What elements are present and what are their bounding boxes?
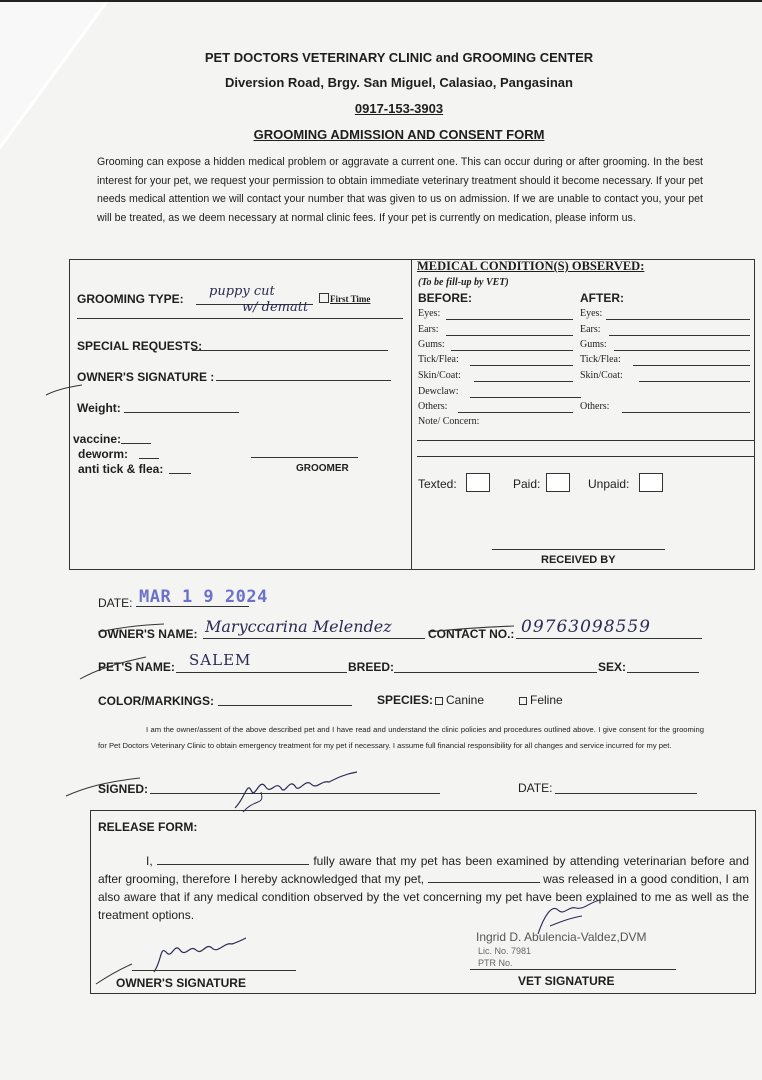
- vet-name: Ingrid D. Abulencia-Valdez,DVM: [476, 930, 647, 944]
- after-row-label: Skin/Coat:: [580, 370, 623, 381]
- weight-line: [124, 412, 239, 413]
- medical-title: MEDICAL CONDITION(S) OBSERVED:: [417, 259, 645, 273]
- signed-label: SIGNED:: [98, 782, 149, 796]
- before-row-label: Dewclaw:: [418, 386, 459, 397]
- form-title: GROOMING ADMISSION AND CONSENT FORM: [253, 127, 545, 142]
- after-row-line: [609, 335, 750, 336]
- release-text-3: was released in a good condition, I am also aware that if any medical condition observed by the vet concerning my pet have been explained to me as well as the treatment options.: [98, 872, 749, 922]
- color-markings-label: COLOR/MARKINGS:: [98, 694, 214, 708]
- before-row-label: Gums:: [418, 339, 445, 350]
- received-by-line: [492, 549, 665, 550]
- medical-subtitle: (To be fill-up by VET): [418, 277, 509, 288]
- vet-ptr: PTR No.: [478, 958, 513, 968]
- before-row-label: Tick/Flea:: [418, 354, 459, 365]
- release-pet-blank[interactable]: [428, 871, 540, 883]
- owner-signature-label: OWNER'S SIGNATURE :: [77, 370, 215, 384]
- signed-date-line: [555, 793, 697, 794]
- feline-label: Feline: [530, 693, 563, 707]
- after-row-label: Gums:: [580, 339, 607, 350]
- before-row-line: [470, 397, 581, 398]
- intro-paragraph: Grooming can expose a hidden medical problem or aggravate a current one. This can occur during or after grooming. In the best interest for your pet, we request your permission to obtain immediate veterinary treatment should it become necessary. If your pet needs medical attention we will contact your number that was given to us on admission. If we are unable to contact you, your pet will be treated, as we deem necessary at normal clinic fees. If your pet is currently on medication, please inform us.: [97, 156, 703, 224]
- contact-label: CONTACT NO.:: [428, 627, 515, 641]
- special-requests-label: SPECIAL REQUESTS:: [77, 339, 203, 353]
- sex-label: SEX:: [598, 660, 627, 674]
- release-paragraph: [98, 852, 749, 924]
- before-row-label: Skin/Coat:: [418, 370, 461, 381]
- grooming-type-line-2: [77, 318, 403, 319]
- groomer-line: [251, 457, 358, 458]
- anti-tick-line: [169, 473, 191, 474]
- canine-label: Canine: [446, 693, 485, 707]
- owner-name-line: [203, 638, 425, 639]
- pen-tick-mark-2: [96, 620, 166, 634]
- weight-label: Weight:: [77, 401, 121, 415]
- before-row-line: [451, 350, 573, 351]
- after-row-label: Others:: [580, 401, 610, 412]
- paid-label: Paid:: [513, 477, 541, 491]
- before-row-label: Eyes:: [418, 308, 441, 319]
- contact-value[interactable]: 09763098559: [521, 617, 651, 637]
- received-by-label: RECEIVED BY: [541, 554, 616, 566]
- first-time-label: First Time: [330, 294, 371, 304]
- grooming-type-value-2[interactable]: w/ dematt: [242, 300, 309, 315]
- scan-edge: [0, 0, 762, 2]
- texted-checkbox[interactable]: [466, 473, 490, 492]
- deworm-line: [139, 458, 159, 459]
- breed-line: [394, 672, 597, 673]
- special-requests-line: [192, 350, 388, 351]
- species-label: SPECIES:: [377, 693, 434, 707]
- box-divider: [411, 259, 412, 569]
- grooming-type-value[interactable]: puppy cut: [209, 284, 275, 299]
- before-row-label: Others:: [418, 401, 448, 412]
- pen-tick-mark: [44, 384, 84, 398]
- owner-name-value[interactable]: Maryccarina Melendez: [205, 617, 392, 636]
- before-label: BEFORE:: [418, 291, 472, 305]
- pet-name-line: [176, 672, 347, 673]
- vet-license: Lic. No. 7981: [478, 946, 532, 956]
- before-row-line: [446, 319, 573, 320]
- date-line: [136, 606, 249, 607]
- groomer-label: GROOMER: [296, 463, 349, 474]
- release-text-1: I,: [146, 854, 158, 868]
- note-line-1: [417, 440, 754, 441]
- release-owner-blank[interactable]: [157, 853, 309, 865]
- before-row-line: [474, 381, 573, 382]
- date-stamp: MAR 1 9 2024: [139, 587, 268, 607]
- pet-name-label: PET'S NAME:: [98, 660, 175, 674]
- pet-name-value[interactable]: SALEM: [189, 651, 252, 669]
- before-row-line: [446, 335, 573, 336]
- deworm-label: deworm:: [78, 447, 129, 461]
- unpaid-label: Unpaid:: [588, 477, 630, 491]
- before-row-label: Ears:: [418, 324, 439, 335]
- signed-date-label: DATE:: [518, 781, 553, 795]
- vet-signature-line: [470, 969, 676, 970]
- pen-tick-mark-4: [78, 655, 148, 681]
- date-label: DATE:: [98, 596, 133, 610]
- grooming-type-label: GROOMING TYPE:: [77, 292, 184, 306]
- note-line-2: [417, 456, 754, 457]
- clinic-address: Diversion Road, Brgy. San Miguel, Calasiao, Pangasinan: [225, 75, 573, 90]
- consent-paragraph: I am the owner/assent of the above described pet and I have read and understand the clinic policies and procedures outlined above. I give consent for the grooming for Pet Doctors Veterinary Clinic to obtain emergency treatment for my pet if necessary. I assume full financial responsibility for all changes and service incurred for my pet.: [98, 725, 704, 750]
- paid-checkbox[interactable]: [546, 473, 570, 492]
- owner-signature-line: [216, 380, 391, 381]
- anti-tick-label: anti tick & flea:: [78, 462, 164, 476]
- after-label: AFTER:: [580, 291, 624, 305]
- vaccine-label: vaccine:: [73, 432, 122, 446]
- after-row-line: [639, 381, 750, 382]
- feline-checkbox[interactable]: [519, 697, 527, 705]
- before-row-line: [458, 412, 573, 413]
- release-owner-signature-line: [132, 970, 296, 971]
- vaccine-line: [121, 443, 151, 444]
- owner-signature-scribble: [225, 768, 365, 816]
- after-row-label: Ears:: [580, 324, 601, 335]
- after-row-line: [622, 412, 750, 413]
- owner-name-label: OWNER'S NAME:: [98, 627, 198, 641]
- sex-line: [627, 672, 699, 673]
- after-row-label: Eyes:: [580, 308, 603, 319]
- after-row-label: Tick/Flea:: [580, 354, 621, 365]
- after-row-line: [614, 350, 750, 351]
- before-row-line: [470, 365, 573, 366]
- color-markings-line: [218, 705, 352, 706]
- after-row-line: [633, 365, 750, 366]
- canine-checkbox[interactable]: [435, 697, 443, 705]
- release-title: RELEASE FORM:: [98, 820, 198, 834]
- unpaid-checkbox[interactable]: [639, 473, 663, 492]
- vet-signature-label: VET SIGNATURE: [518, 974, 615, 988]
- release-owner-signature-label: OWNER'S SIGNATURE: [116, 976, 246, 990]
- clinic-phone: 0917-153-3903: [354, 101, 444, 116]
- contact-line: [516, 638, 702, 639]
- pen-tick-mark-5: [64, 776, 144, 798]
- clinic-name: PET DOCTORS VETERINARY CLINIC and GROOMING CENTER: [204, 50, 594, 65]
- note-concern-label: Note/ Concern:: [418, 416, 480, 427]
- release-text-2: fully aware that my pet has been examined by attending veterinarian before and after grooming, therefore I hereby acknowledged that my pet,: [98, 854, 749, 886]
- pen-tick-mark-3: [426, 622, 516, 634]
- texted-label: Texted:: [418, 477, 457, 491]
- first-time-checkbox[interactable]: [319, 293, 329, 303]
- breed-label: BREED:: [348, 660, 395, 674]
- after-row-line: [606, 319, 750, 320]
